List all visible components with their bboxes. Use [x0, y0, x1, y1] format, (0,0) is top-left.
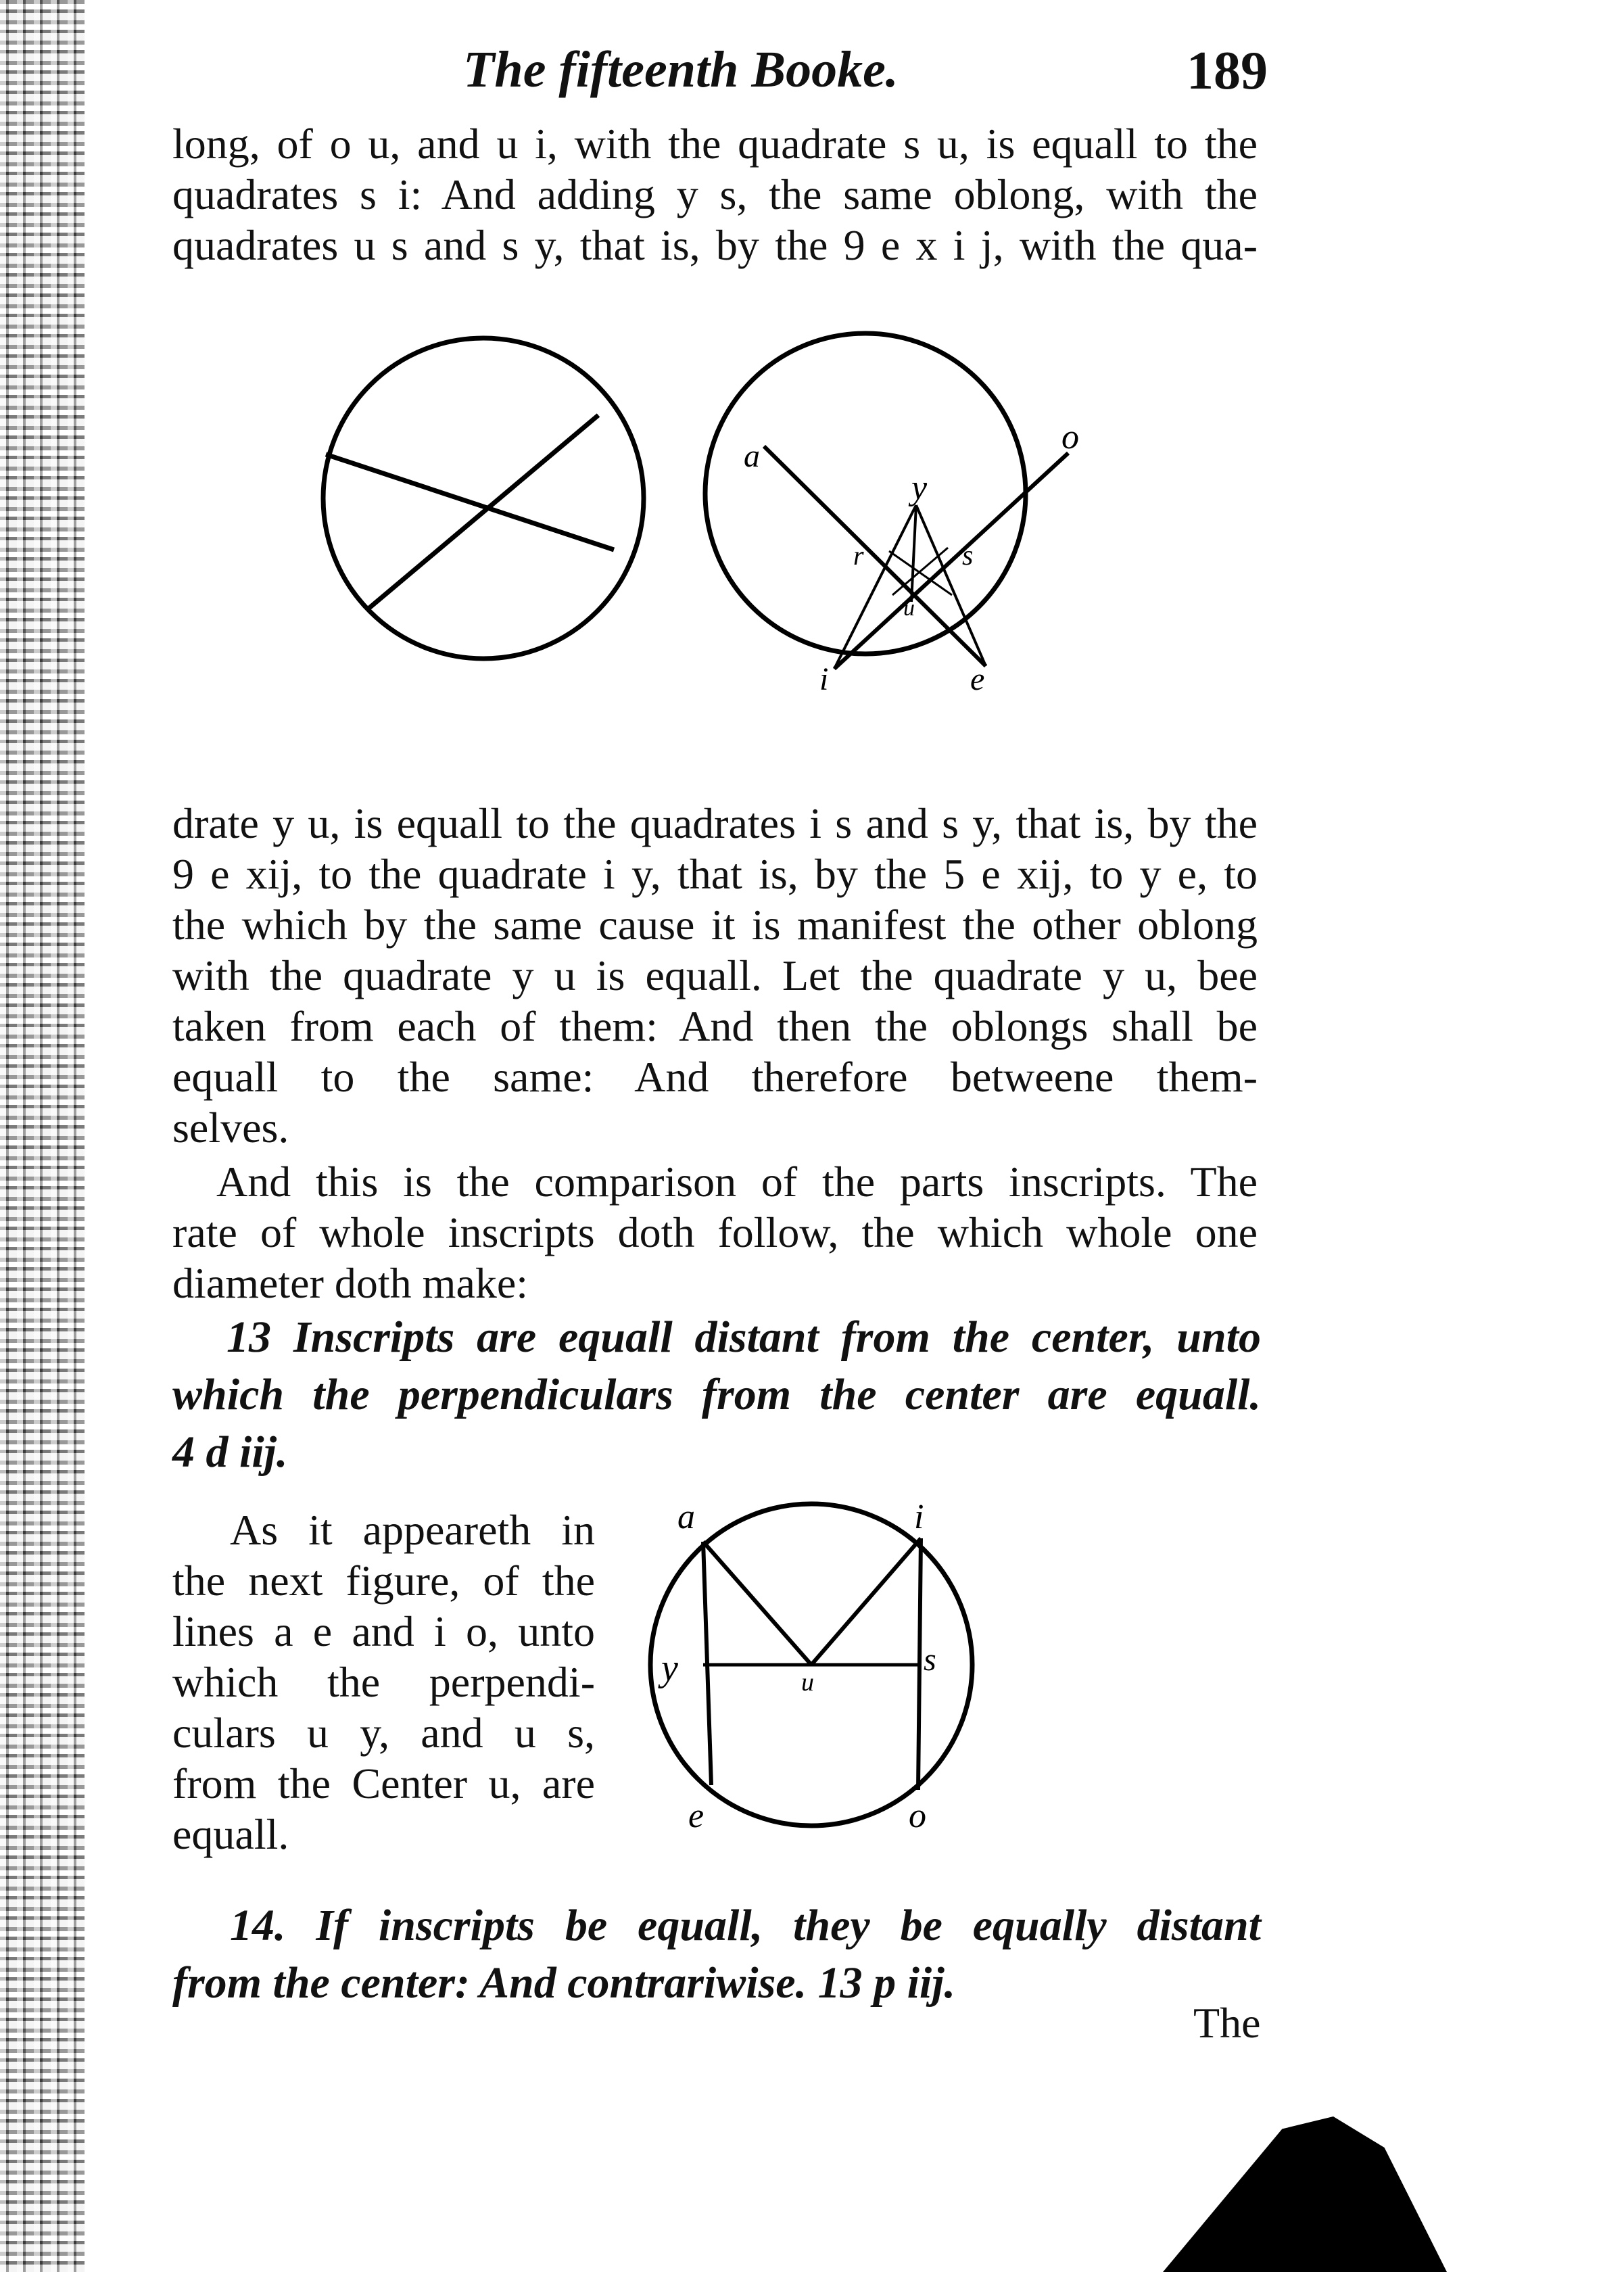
proposition-13: [172, 1308, 1261, 1481]
line-y-u: [911, 505, 916, 602]
text-line: quadrates u s and s y, that is, by the 9 e x i j, with the qua-: [172, 221, 1258, 269]
label-a: a: [677, 1498, 695, 1536]
text-line: diameter doth make:: [172, 1259, 529, 1307]
text-line: lines a e and i o, unto: [172, 1607, 595, 1655]
running-title: The fifteenth Booke.: [463, 41, 899, 98]
chord-left-2: [368, 415, 598, 609]
label-o: o: [909, 1797, 926, 1835]
label-u: u: [801, 1668, 814, 1697]
text-line: quadrates s i: And adding y s, the same oblong, with the: [172, 170, 1258, 218]
page-header: [172, 41, 1268, 115]
text-line: from the center: And contrariwise. 13 p iij.: [172, 1958, 956, 2008]
label-s: s: [924, 1642, 936, 1678]
figure-two-circles: [311, 325, 1095, 717]
paragraph-2: [172, 798, 1258, 1153]
label-o: o: [1061, 418, 1079, 456]
text-line: the which by the same cause it is manifest the other oblong: [172, 901, 1258, 949]
text-line: equall.: [172, 1810, 289, 1858]
line-a-u: [703, 1542, 811, 1665]
text-line: from the Center u, are: [172, 1759, 595, 1807]
text-line: culars u y, and u s,: [172, 1709, 595, 1757]
label-r: r: [853, 540, 864, 571]
label-i: i: [819, 661, 829, 697]
line-i-u: [811, 1538, 921, 1665]
paragraph-1: [172, 118, 1258, 270]
paragraph-3: [172, 1156, 1258, 1308]
circle-left: [323, 338, 644, 659]
paragraph-4: [172, 1505, 595, 1860]
label-y: y: [661, 1647, 678, 1689]
text-line: which the perpendi-: [172, 1658, 595, 1706]
figure-inscripts: [636, 1488, 1014, 1866]
text-line: selves.: [172, 1104, 289, 1152]
text-line: which the perpendiculars from the center are equall.: [172, 1370, 1261, 1419]
text-line: long, of o u, and u i, with the quadrate s u, is equall to the: [172, 120, 1258, 168]
label-a: a: [744, 438, 760, 474]
text-line: drate y u, is equall to the quadrates i s and s y, that is, by the: [172, 799, 1258, 847]
text-line: 13 Inscripts are equall distant from the center, unto: [226, 1312, 1261, 1362]
text-line: the next figure, of the: [172, 1557, 595, 1605]
text-line: 4 d iij.: [172, 1427, 288, 1477]
ink-blot: [1163, 2116, 1447, 2272]
text-line: equall to the same: And therefore betweene them-: [172, 1053, 1258, 1101]
label-y: y: [911, 469, 928, 507]
page-number: 189: [1187, 41, 1268, 101]
text-line: As it appeareth in: [230, 1506, 595, 1554]
label-e: e: [688, 1797, 704, 1835]
text-line: with the quadrate y u is equall. Let the quadrate y u, bee: [172, 951, 1258, 999]
chord-left-1: [326, 454, 614, 550]
text-line: rate of whole inscripts doth follow, the which whole one: [172, 1208, 1258, 1256]
text-line: 9 e xij, to the quadrate i y, that is, by the 5 e xij, to y e, to: [172, 850, 1258, 898]
proposition-14: [172, 1897, 1261, 2012]
text-line: And this is the comparison of the parts inscripts. The: [216, 1158, 1258, 1206]
text-line: taken from each of them: And then the oblongs shall be: [172, 1002, 1258, 1050]
label-e: e: [970, 661, 985, 697]
catchword: The: [1193, 1999, 1261, 2047]
label-s: s: [962, 540, 974, 571]
chord-o-i: [834, 453, 1068, 669]
label-u: u: [903, 596, 915, 621]
label-i: i: [914, 1498, 924, 1536]
text-line: 14. If inscripts be equall, they be equally distant: [230, 1901, 1261, 1950]
page-edge-texture: [0, 0, 85, 2272]
